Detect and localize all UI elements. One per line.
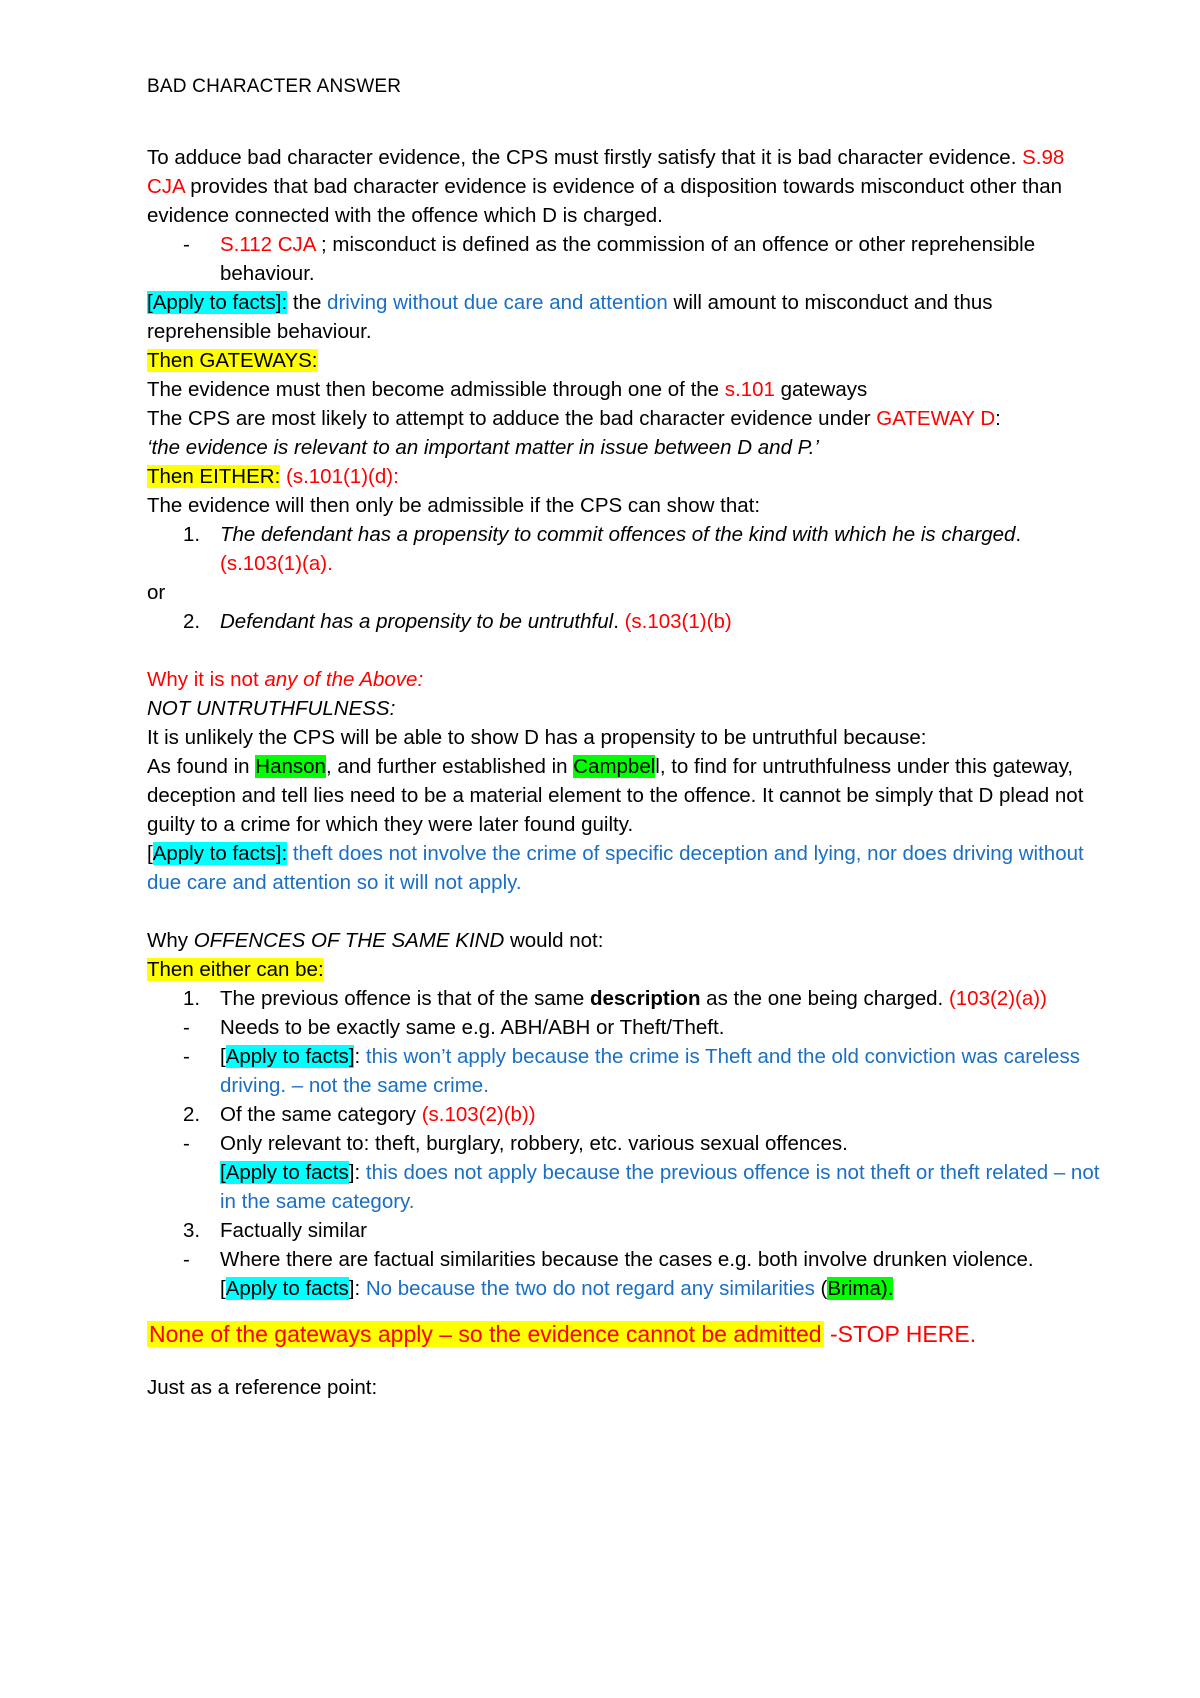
gateway-d-quote: ‘the evidence is relevant to an important matter in issue between D and P.’	[147, 436, 819, 459]
s98-reference: S.98 CJA	[147, 146, 1065, 198]
s112-reference: S.112 CJA	[220, 233, 316, 256]
apply-facts-misconduct: [Apply to facts]: the driving without due care and attention will amount to misconduct and thus reprehensible behaviour.	[147, 291, 993, 343]
bullet-marker: -	[183, 233, 190, 256]
not-untruthfulness-heading: NOT UNTRUTHFULNESS:	[147, 697, 396, 720]
unlikely-line: It is unlikely the CPS will be able to show D has a propensity to be untruthful because:	[147, 726, 927, 749]
intro-paragraph: To adduce bad character evidence, the CPS must firstly satisfy that it is bad character evidence. S.98 CJA provides that bad character evidence is evidence of a disposition towards misconduct other than evidence connected with the offence which D is charged.	[147, 146, 1065, 227]
admissible-line: The evidence will then only be admissible if the CPS can show that:	[147, 494, 761, 517]
same-description-item: 1. The previous offence is that of the same description as the one being charged. (103(2)(a))	[147, 984, 1100, 1013]
then-either-heading: Then EITHER: (s.101(1)(d):	[147, 465, 399, 488]
list-number: 1.	[183, 523, 201, 546]
case-campbell: Campbel	[573, 755, 656, 778]
gateways-heading: Then GATEWAYS:	[147, 349, 318, 372]
apply-to-facts-label: Apply to facts	[225, 1277, 349, 1300]
case-brima: Brima).	[827, 1277, 894, 1300]
factual-similarities-bullet: - Where there are factual similarities because the cases e.g. both involve drunken violence. [Apply to facts]: No because the two do not regard any similarities (Brima).	[147, 1245, 1100, 1303]
same-category-item: 2. Of the same category (s.103(2)(b))	[147, 1100, 1100, 1129]
same-kind-heading: Why OFFENCES OF THE SAME KIND would not:	[147, 929, 604, 952]
conclusion-line: None of the gateways apply – so the evidence cannot be admitted -STOP HERE.	[149, 1321, 977, 1347]
category-bullet: - Only relevant to: theft, burglary, robbery, etc. various sexual offences. [Apply to facts]: this does not apply because the previous offence is not theft or theft related – not in the same category.	[147, 1129, 1100, 1216]
then-either-can-be-heading: Then either can be:	[147, 958, 324, 981]
apply-to-facts-label: [Apply to facts	[220, 1161, 349, 1184]
why-not-heading: Why it is not any of the Above:	[147, 668, 424, 691]
or-text: or	[147, 581, 166, 604]
factually-similar-item: 3. Factually similar	[147, 1216, 1100, 1245]
propensity-option-1: 1. The defendant has a propensity to commit offences of the kind with which he is charged. (s.103(1)(a).	[147, 520, 1100, 578]
apply-to-facts-label: Apply to facts]	[225, 1045, 355, 1068]
gateway-d-reference: GATEWAY D	[876, 407, 996, 430]
apply-to-facts-label: Apply to facts]:	[152, 842, 288, 865]
misconduct-bullet: - S.112 CJA ; misconduct is defined as the commission of an offence or other reprehensible behaviour.	[147, 230, 1100, 288]
gateway-d-line: The CPS are most likely to attempt to adduce the bad character evidence under GATEWAY D:	[147, 407, 1001, 430]
hanson-campbell-paragraph: As found in Hanson, and further established in Campbell, to find for untruthfulness under this gateway, deception and tell lies need to be a material element to the offence. It cannot be simply that D plead not guilty to a crime for which they were later found guilty.	[147, 755, 1084, 836]
reference-point-line: Just as a reference point:	[147, 1376, 378, 1399]
bullet-marker: -	[183, 1045, 190, 1068]
apply-to-facts-label: [Apply to facts]:	[147, 291, 288, 314]
s101-line: The evidence must then become admissible through one of the s.101 gateways	[147, 378, 868, 401]
bullet-marker: -	[183, 1016, 190, 1039]
apply-facts-description-bullet: - [Apply to facts]: this won’t apply because the crime is Theft and the old conviction was careless driving. – not the same crime.	[147, 1042, 1100, 1100]
apply-facts-untruthfulness: [Apply to facts]: theft does not involve the crime of specific deception and lying, nor does driving without due care and attention so it will not apply.	[147, 842, 1084, 894]
s101-reference: s.101	[724, 378, 775, 401]
list-number: 2.	[183, 610, 201, 633]
list-number: 1.	[183, 987, 201, 1010]
bullet-marker: -	[183, 1132, 190, 1155]
bullet-marker: -	[183, 1248, 190, 1271]
document-title: BAD CHARACTER ANSWER	[147, 76, 402, 97]
case-hanson: Hanson	[255, 755, 326, 778]
list-number: 2.	[183, 1103, 201, 1126]
list-number: 3.	[183, 1219, 201, 1242]
exactly-same-bullet: - Needs to be exactly same e.g. ABH/ABH or Theft/Theft.	[147, 1013, 1100, 1042]
propensity-option-2: 2. Defendant has a propensity to be untruthful. (s.103(1)(b)	[147, 607, 1100, 636]
